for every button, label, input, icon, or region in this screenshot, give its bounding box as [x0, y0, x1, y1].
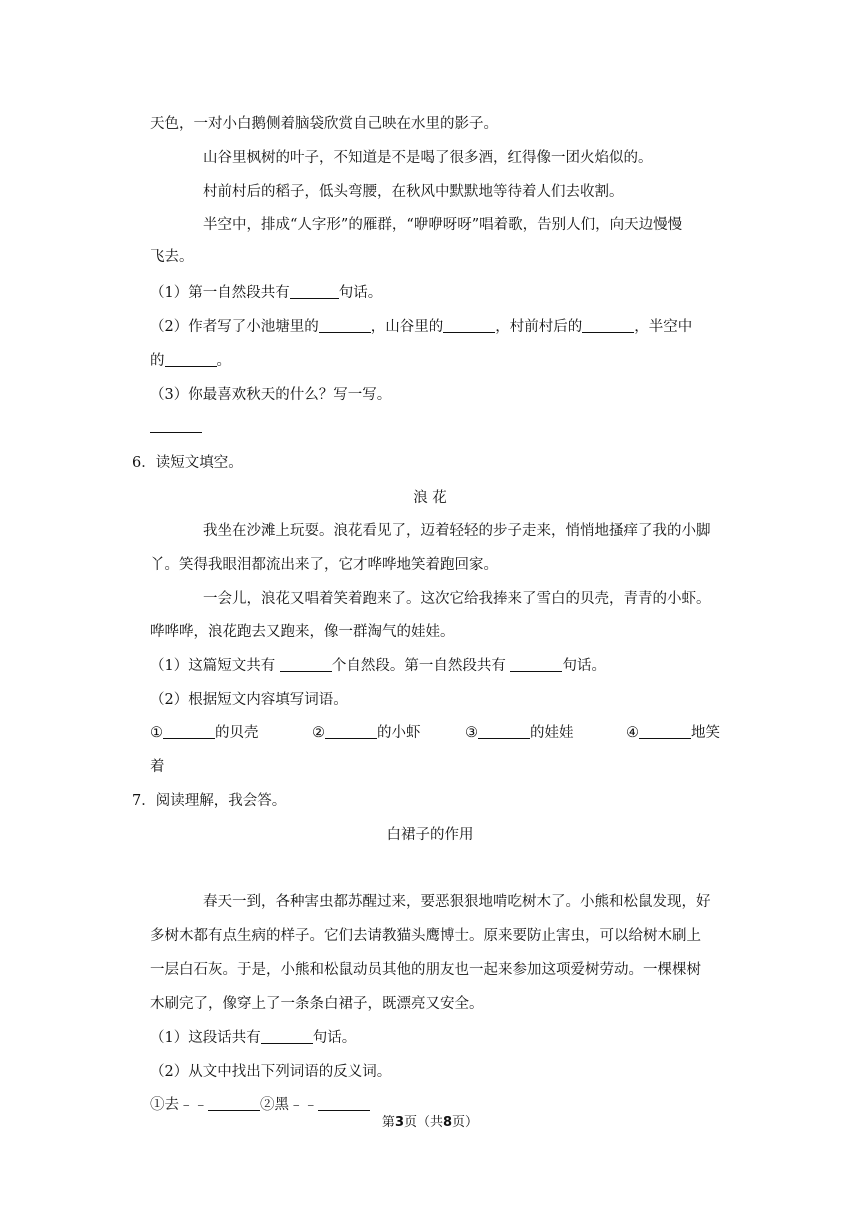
item-text: 的小虾	[377, 725, 421, 741]
q7-paragraph-line: 多树木都有点生病的样子。它们去请教猫头鹰博士。原来要防止害虫，可以给树木刷上	[150, 928, 701, 944]
q7-title: 白裙子的作用	[386, 827, 474, 843]
q7-paragraph-line: 一层白石灰。于是，小熊和松鼠动员其他的朋友也一起来参加这项爱树劳动。一棵棵树	[150, 962, 701, 978]
question-text: 。	[216, 353, 231, 369]
q5-question-3-answer	[150, 417, 202, 435]
question-text: 句话。	[338, 285, 383, 301]
page-footer	[0, 1111, 860, 1130]
item-text: 的娃娃	[530, 725, 574, 741]
question-text: 句话。	[312, 1030, 357, 1046]
antonym-word: 黑﹣﹣	[274, 1097, 318, 1113]
q6-fill-item-1	[150, 721, 259, 742]
item-number: ④	[626, 725, 639, 741]
answer-blank[interactable]	[639, 724, 691, 740]
answer-blank[interactable]	[290, 284, 339, 300]
q7-question-2: （2）从文中找出下列词语的反义词。	[150, 1064, 392, 1080]
answer-blank[interactable]	[208, 1096, 260, 1112]
q5-question-2-wrap	[150, 349, 231, 370]
item-text: 地笑	[691, 725, 720, 741]
passage-paragraph: 村前村后的稻子，低头弯腰，在秋风中默默地等待着人们去收割。	[203, 184, 624, 200]
q6-paragraph-line: 丫。笑得我眼泪都流出来了，它才哗哗地笑着跑回家。	[150, 557, 498, 573]
question-text: （1）这篇短文共有	[150, 658, 280, 674]
answer-blank[interactable]	[443, 318, 495, 334]
question-text: ，山谷里的	[370, 319, 444, 335]
answer-blank[interactable]	[582, 318, 634, 334]
q6-heading: 6．读短文填空。	[132, 455, 243, 471]
antonym-word: 去﹣﹣	[164, 1097, 208, 1113]
answer-blank[interactable]	[165, 352, 217, 368]
item-number: ①	[150, 725, 163, 741]
answer-blank[interactable]	[163, 724, 215, 740]
answer-blank[interactable]	[325, 724, 377, 740]
question-text: 的	[150, 353, 165, 369]
q5-question-2	[150, 315, 692, 336]
q6-fill-item-4	[626, 721, 720, 742]
q7-heading: 7．阅读理解，我会答。	[132, 793, 287, 809]
item-number: ①	[150, 1097, 165, 1113]
answer-blank[interactable]	[150, 417, 202, 433]
answer-blank[interactable]	[319, 318, 371, 334]
answer-blank[interactable]	[280, 657, 332, 673]
item-number: ②	[260, 1097, 275, 1113]
q7-paragraph: 春天一到，各种害虫都苏醒过来，要恶狠狠地啃吃树木了。小熊和松鼠发现，好	[203, 894, 711, 910]
passage-line: 飞去。	[150, 249, 194, 265]
question-text: 句话。	[562, 658, 606, 674]
item-number: ②	[312, 725, 325, 741]
q6-fill-item-3	[465, 721, 574, 742]
q7-paragraph-line: 木刷完了，像穿上了一条条白裙子，既漂亮又安全。	[150, 996, 484, 1012]
q6-title: 浪 花	[413, 490, 447, 506]
passage-paragraph: 半空中，排成“人字形”的雁群，“咿咿呀呀”唱着歌，告别人们，向天边慢慢	[203, 217, 683, 233]
q6-fill-item-4-wrap: 着	[150, 759, 165, 775]
q6-fill-item-2	[312, 721, 421, 742]
question-text: （1）这段话共有	[150, 1030, 261, 1046]
answer-blank[interactable]	[261, 1029, 313, 1045]
q6-paragraph: 我坐在沙滩上玩耍。浪花看见了，迈着轻轻的步子走来，悄悄地搔痒了我的小脚	[203, 523, 711, 539]
q7-question-1	[150, 1026, 356, 1047]
q6-question-2: （2）根据短文内容填写词语。	[150, 692, 348, 708]
question-text: （1）第一自然段共有	[150, 285, 290, 301]
q5-question-1	[150, 281, 382, 302]
footer-text: 页）	[452, 1115, 479, 1130]
footer-text: 第	[381, 1115, 395, 1130]
q6-paragraph: 一会儿，浪花又唱着笑着跑来了。这次它给我捧来了雪白的贝壳，青青的小虾。	[203, 591, 711, 607]
passage-line: 天色，一对小白鹅侧着脑袋欣赏自己映在水里的影子。	[150, 116, 498, 132]
answer-blank[interactable]	[510, 657, 562, 673]
total-pages: 8	[443, 1115, 453, 1130]
q6-paragraph-line: 哗哗哗，浪花跑去又跑来，像一群淘气的娃娃。	[150, 624, 455, 640]
passage-paragraph: 山谷里枫树的叶子，不知道是不是喝了很多酒，红得像一团火焰似的。	[203, 150, 653, 166]
item-number: ③	[465, 725, 478, 741]
item-text: 的贝壳	[215, 725, 259, 741]
answer-blank[interactable]	[478, 724, 530, 740]
footer-text: 页（共	[403, 1115, 443, 1130]
q5-question-3: （3）你最喜欢秋天的什么？写一写。	[150, 387, 392, 403]
question-text: ，村前村后的	[495, 319, 583, 335]
q6-question-1	[150, 654, 606, 675]
question-text: ，半空中	[634, 319, 693, 335]
page-number: 3	[394, 1115, 404, 1130]
question-text: 个自然段。第一自然段共有	[331, 658, 511, 674]
answer-blank[interactable]	[318, 1096, 370, 1112]
question-text: （2）作者写了小池塘里的	[150, 319, 319, 335]
